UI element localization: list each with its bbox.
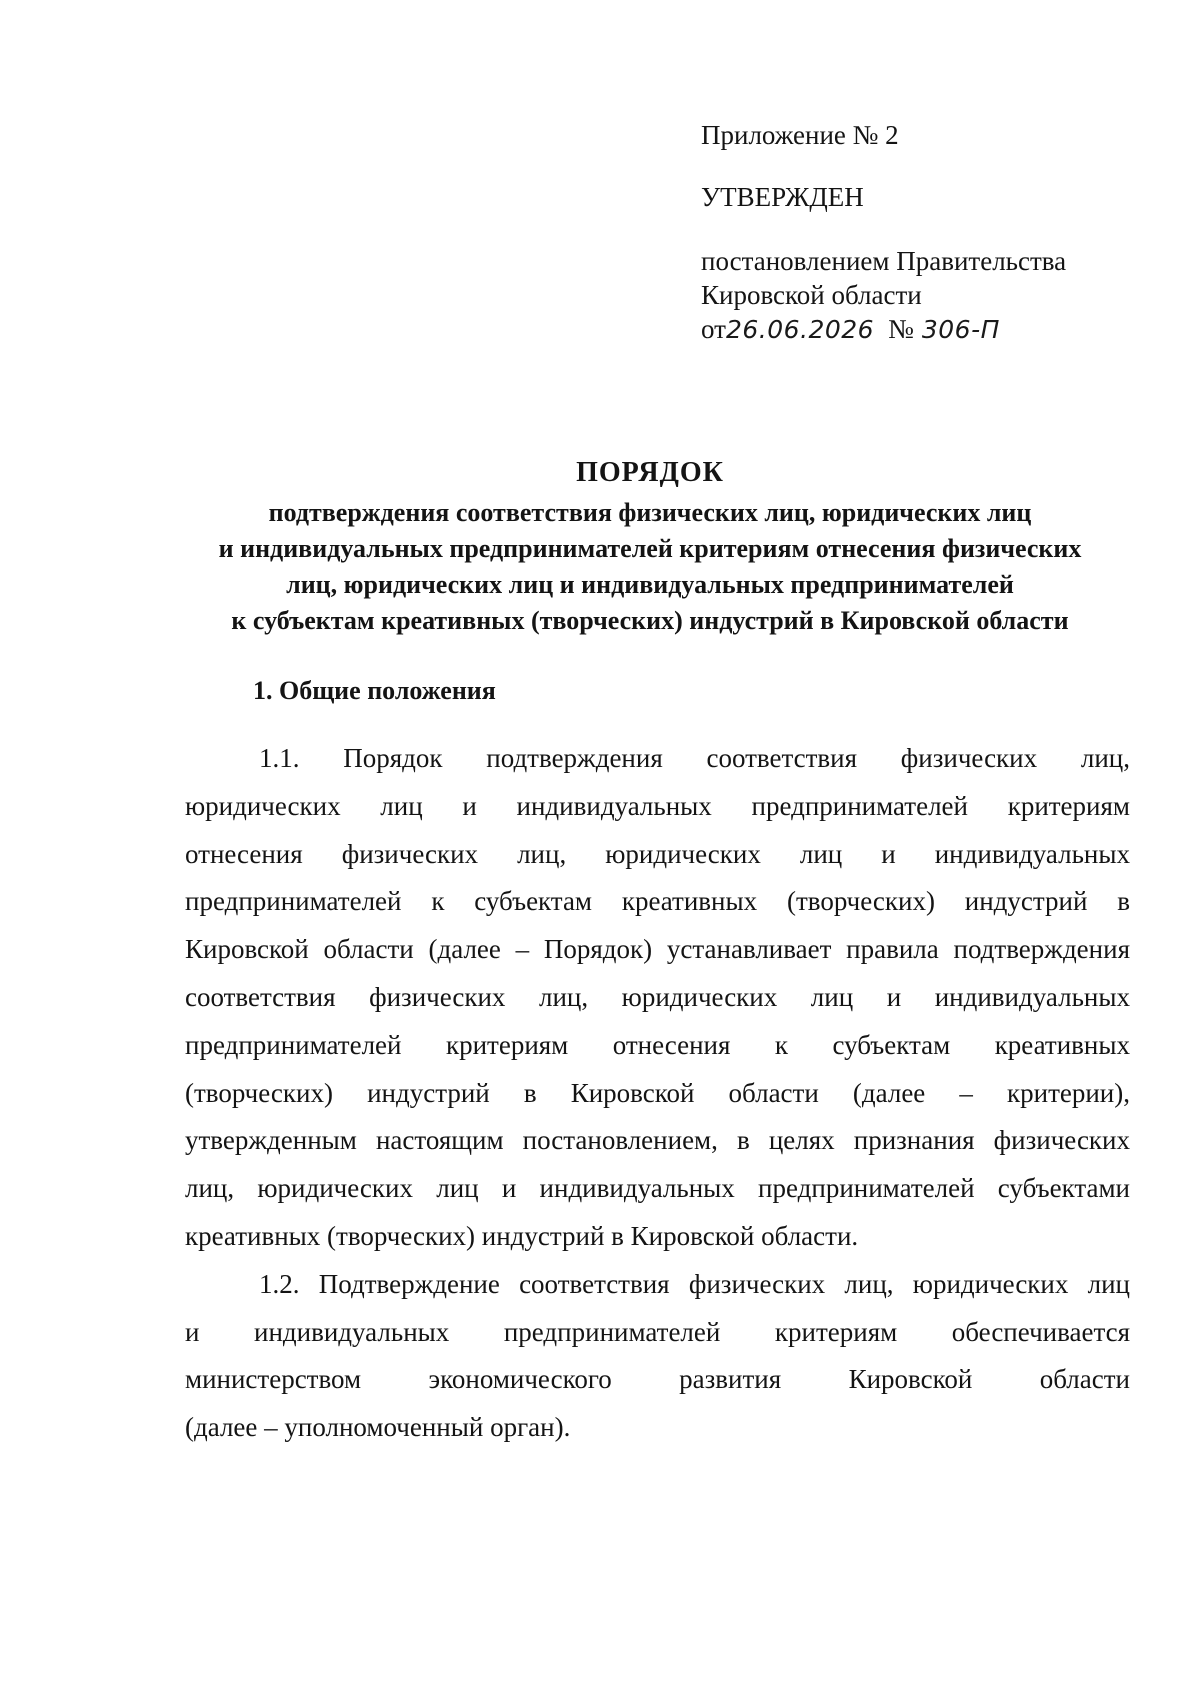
- subtitle-line: к субъектам креативных (творческих) индустрий в Кировской области: [231, 606, 1069, 635]
- appendix-label: Приложение № 2: [701, 120, 899, 150]
- paragraph-line: 1.2. Подтверждение соответствия физических лиц, юридических лиц: [259, 1268, 1130, 1299]
- number-sign: №: [888, 314, 914, 344]
- subtitle-line: и индивидуальных предпринимателей критериям отнесения физических: [218, 534, 1082, 563]
- date-prefix: от: [701, 314, 726, 344]
- subtitle-line: подтверждения соответствия физических лиц, юридических лиц: [268, 498, 1032, 527]
- paragraph-line: отнесения физических лиц, юридических лиц и индивидуальных: [185, 838, 1130, 869]
- document-title: ПОРЯДОК: [576, 457, 724, 488]
- paragraph-line: (творческих) индустрий в Кировской области (далее – критерии),: [185, 1077, 1130, 1108]
- paragraph-line: лиц, юридических лиц и индивидуальных предпринимателей субъектами: [185, 1173, 1130, 1204]
- section-heading: 1. Общие положения: [253, 676, 496, 705]
- section-body: [185, 735, 1130, 1452]
- paragraph-line: Кировской области (далее – Порядок) устанавливает правила подтверждения: [185, 934, 1130, 965]
- paragraph-line: юридических лиц и индивидуальных предпринимателей критериям: [185, 790, 1130, 821]
- handwritten-number: 306-П: [921, 315, 1000, 344]
- subtitle-line: лиц, юридических лиц и индивидуальных предпринимателей: [286, 570, 1014, 599]
- document-title-block: [150, 455, 1150, 639]
- paragraph-line: предпринимателей критериям отнесения к субъектам креативных: [185, 1029, 1130, 1060]
- paragraph-line: соответствия физических лиц, юридических лиц и индивидуальных: [185, 981, 1130, 1012]
- paragraph-line: утвержденным настоящим постановлением, в целях признания физических: [185, 1125, 1130, 1156]
- approval-date-line: [701, 312, 1141, 347]
- paragraph-1-1: [185, 735, 1130, 1261]
- approved-label: УТВЕРЖДЕН: [701, 182, 864, 212]
- paragraph-line: 1.1. Порядок подтверждения соответствия физических лиц,: [259, 743, 1130, 773]
- paragraph-line: (далее – уполномоченный орган).: [185, 1412, 571, 1443]
- approved-by-line-1: постановлением Правительства: [701, 246, 1067, 276]
- approval-block: [701, 118, 1141, 347]
- approved-by-line-2: Кировской области: [701, 280, 922, 310]
- paragraph-line: креативных (творческих) индустрий в Кировской области.: [185, 1220, 859, 1251]
- paragraph-line: министерством экономического развития Кировской области: [185, 1364, 1130, 1395]
- paragraph-line: и индивидуальных предпринимателей критериям обеспечивается: [185, 1316, 1130, 1347]
- handwritten-date: 26.06.2026: [725, 315, 875, 344]
- paragraph-line: предпринимателей к субъектам креативных (творческих) индустрий в: [185, 886, 1130, 917]
- paragraph-1-2: [185, 1261, 1130, 1452]
- document-subtitle: [150, 495, 1150, 639]
